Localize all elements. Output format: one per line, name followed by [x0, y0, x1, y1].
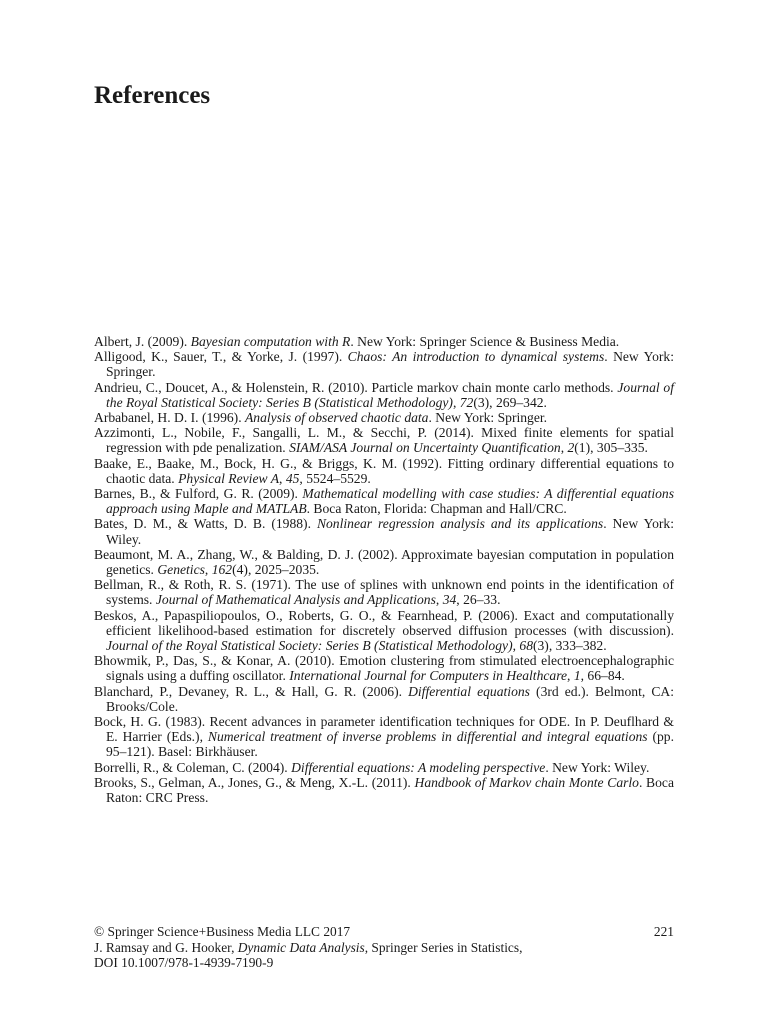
- reference-item: Beskos, A., Papaspiliopoulos, O., Roberts, G. O., & Fearnhead, P. (2006). Exact and computationally efficient likelihood-based estimation for discretely observed diffusion processes (with discussion). Journal of the Royal Statistical Society: Series B (Statistical Methodology), 68(3), 333–382.: [94, 607, 674, 654]
- reference-item: Baake, E., Baake, M., Bock, H. G., & Briggs, K. M. (1992). Fitting ordinary differential equations to chaotic data. Physical Review A, 45, 5524–5529.: [94, 455, 674, 486]
- page-number: 221: [653, 924, 674, 939]
- reference-item: Bhowmik, P., Das, S., & Konar, A. (2010). Emotion clustering from stimulated electroencephalographic signals using a duffing oscillator. International Journal for Computers in Healthcare, 1, 66–84.: [94, 653, 674, 684]
- doi-text: DOI 10.1007/978-1-4939-7190-9: [94, 955, 274, 971]
- reference-item: Blanchard, P., Devaney, R. L., & Hall, G. R. (2006). Differential equations (3rd ed.). Belmont, CA: Brooks/Cole.: [94, 683, 674, 714]
- reference-item: Bates, D. M., & Watts, D. B. (1988). Nonlinear regression analysis and its applications. New York: Wiley.: [94, 516, 674, 547]
- reference-item: Barnes, B., & Fulford, G. R. (2009). Mathematical modelling with case studies: A differential equations approach using Maple and MATLAB. Boca Raton, Florida: Chapman and Hall/CRC.: [94, 486, 674, 517]
- reference-item: Borrelli, R., & Coleman, C. (2004). Differential equations: A modeling perspective. New York: Wiley.: [94, 759, 650, 775]
- page-footer: [94, 924, 674, 971]
- page-title: References: [94, 82, 211, 109]
- reference-item: Andrieu, C., Doucet, A., & Holenstein, R. (2010). Particle markov chain monte carlo methods. Journal of the Royal Statistical Society: Series B (Statistical Methodology), 72(3), 269–342.: [94, 379, 675, 410]
- book-citation: J. Ramsay and G. Hooker, Dynamic Data Analysis, Springer Series in Statistics,: [94, 939, 523, 955]
- reference-item: Arbabanel, H. D. I. (1996). Analysis of observed chaotic data. New York: Springer.: [94, 410, 548, 426]
- reference-item: Alligood, K., Sauer, T., & Yorke, J. (1997). Chaos: An introduction to dynamical systems. New York: Springer.: [94, 349, 675, 380]
- reference-item: Bellman, R., & Roth, R. S. (1971). The use of splines with unknown end points in the identification of systems. Journal of Mathematical Analysis and Applications, 34, 26–33.: [94, 577, 674, 608]
- reference-item: Azzimonti, L., Nobile, F., Sangalli, L. M., & Secchi, P. (2014). Mixed finite elements for spatial regression with pde penalization. SIAM/ASA Journal on Uncertainty Quantification, 2(1), 305–335.: [94, 425, 674, 456]
- reference-item: Beaumont, M. A., Zhang, W., & Balding, D. J. (2002). Approximate bayesian computation in population genetics. Genetics, 162(4), 2025–2035.: [94, 546, 674, 578]
- reference-item: Albert, J. (2009). Bayesian computation with R. New York: Springer Science & Business Media.: [94, 334, 620, 349]
- reference-list: [94, 334, 674, 805]
- copyright-notice: © Springer Science+Business Media LLC 2017: [94, 924, 351, 939]
- reference-item: Brooks, S., Gelman, A., Jones, G., & Meng, X.-L. (2011). Handbook of Markov chain Monte Carlo. Boca Raton: CRC Press.: [94, 774, 674, 806]
- reference-item: Bock, H. G. (1983). Recent advances in parameter identification techniques for ODE. In P. Deuflhard & E. Harrier (Eds.), Numerical treatment of inverse problems in differential and integral equations (pp. 95–121). Basel: Birkhäuser.: [94, 714, 675, 760]
